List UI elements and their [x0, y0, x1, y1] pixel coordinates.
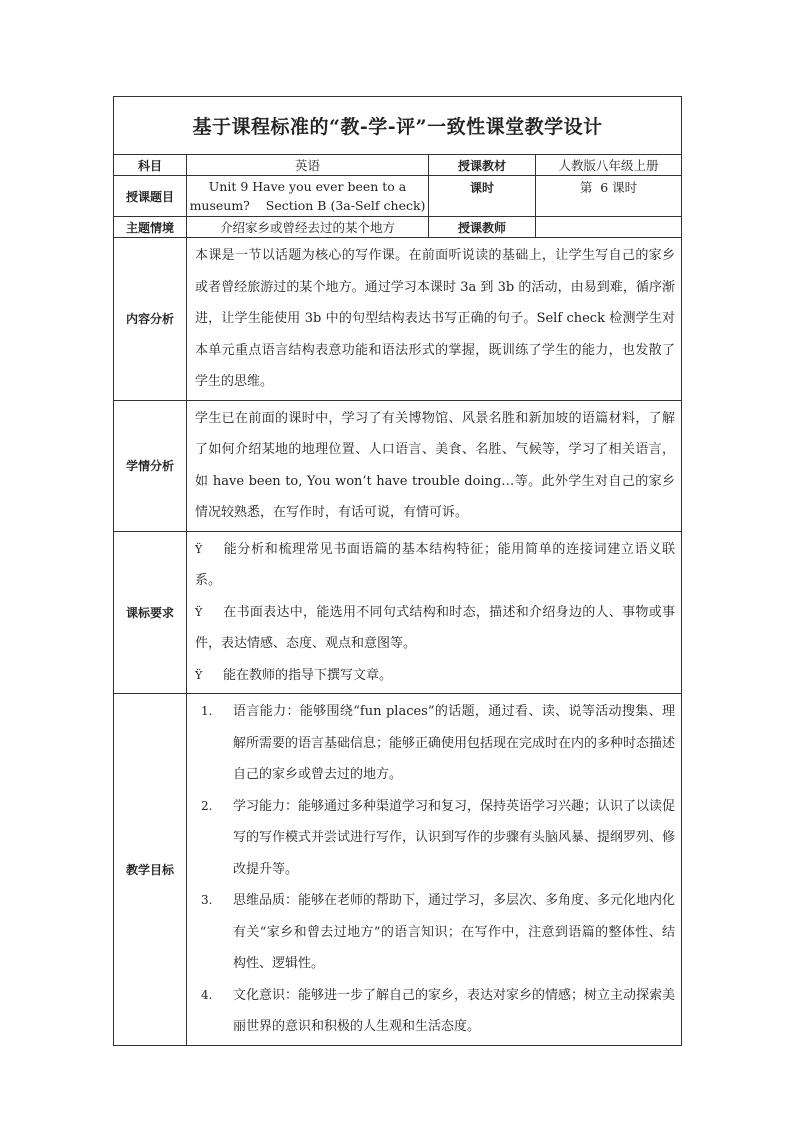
material-value: 人教版八年级上册	[536, 155, 682, 176]
topic-line-1: Unit 9 Have you ever been to a	[208, 179, 407, 194]
subject-row	[114, 155, 682, 176]
period-value: 第 6 课时	[536, 176, 682, 217]
content-analysis-text: 本课是一节以话题为核心的写作课。在前面听说读的基础上，让学生写自己的家乡或者曾经旅游过的某个地方。通过学习本课时 3a 到 3b 的活动，由易到难，循序渐进，让学生能使用 3b 中的句型结构表达书写正确的句子。Self check 检测学生对本单元重点语言结构表意功能和语法形式的掌握，既训练了学生的能力，也发散了学生的思维。	[187, 238, 682, 401]
objectives-row	[114, 694, 682, 1046]
standards-list	[187, 531, 682, 694]
subject-label: 科目	[114, 155, 187, 176]
context-label: 主题情境	[114, 217, 187, 238]
period-label: 课时	[429, 176, 536, 217]
student-analysis-label: 学情分析	[114, 400, 187, 531]
standards-item	[195, 597, 675, 660]
student-analysis-text: 学生已在前面的课时中，学习了有关博物馆、风景名胜和新加坡的语篇材料，了解了如何介绍某地的地理位置、人口语言、美食、名胜、气候等，学习了相关语言，如 have been to, You won’t have trouble doing…等。此外学生对自己的家乡情况较熟悉，在写作时，有话可说，有情可诉。	[187, 400, 682, 531]
objective-number: 2.	[201, 798, 213, 813]
topic-label: 授课题目	[114, 176, 187, 217]
objective-item	[201, 791, 675, 886]
standards-item	[195, 534, 675, 597]
bullet-icon: Ÿ	[195, 605, 203, 619]
standards-item-text: 在书面表达中，能选用不同句式结构和时态，描述和介绍身边的人、事物或事件，表达情感、态度、观点和意图等。	[195, 604, 676, 651]
objective-text: 文化意识：能够进一步了解自己的家乡，表达对家乡的情感；树立主动探索美丽世界的意识和积极的人生观和生活态度。	[233, 987, 676, 1034]
standards-item	[195, 660, 675, 692]
objective-item	[201, 696, 675, 791]
lesson-plan-table	[113, 96, 682, 1046]
context-value: 介绍家乡或曾经去过的某个地方	[187, 217, 429, 238]
teacher-value	[536, 217, 682, 238]
student-analysis-row	[114, 400, 682, 531]
topic-line-2: museum? Section B (3a-Self check)	[189, 198, 426, 213]
objective-text: 语言能力：能够围绕“fun places”的话题，通过看、读、说等活动搜集、理解所需要的语言基础信息；能够正确使用包括现在完成时在内的多种时态描述自己的家乡或曾去过的地方。	[233, 704, 676, 782]
objective-number: 1.	[201, 704, 213, 718]
bullet-icon: Ÿ	[195, 542, 203, 556]
objective-item	[201, 980, 675, 1043]
objective-text: 学习能力：能够通过多种渠道学习和复习，保持英语学习兴趣；认识了以读促写的写作模式并尝试进行写作，认识到写作的步骤有头脑风暴、提纲罗列、修改提升等。	[233, 798, 676, 877]
standards-item-text: 能在教师的指导下撰写文章。	[223, 667, 393, 683]
objective-text: 思维品质：能够在老师的帮助下，通过学习，多层次、多角度、多元化地内化有关“家乡和曾去过地方”的语言知识；在写作中，注意到语篇的整体性、结构性、逻辑性。	[233, 893, 676, 971]
material-label: 授课教材	[429, 155, 536, 176]
standards-item-text: 能分析和梳理常见书面语篇的基本结构特征；能用简单的连接词建立语义联系。	[195, 541, 676, 588]
context-row	[114, 217, 682, 238]
content-analysis-row	[114, 238, 682, 401]
topic-value	[187, 176, 429, 217]
objective-number: 4.	[201, 987, 213, 1002]
topic-row	[114, 176, 682, 217]
teacher-label: 授课教师	[429, 217, 536, 238]
objective-item	[201, 885, 675, 980]
content-analysis-label: 内容分析	[114, 238, 187, 401]
objectives-label: 教学目标	[114, 694, 187, 1046]
standards-row	[114, 531, 682, 694]
bullet-icon: Ÿ	[195, 668, 203, 682]
subject-value: 英语	[187, 155, 429, 176]
standards-label: 课标要求	[114, 531, 187, 694]
title-row	[114, 97, 682, 155]
objectives-list	[187, 694, 682, 1046]
document-title: 基于课程标准的“教-学-评”一致性课堂教学设计	[114, 97, 682, 155]
objective-number: 3.	[201, 893, 213, 907]
